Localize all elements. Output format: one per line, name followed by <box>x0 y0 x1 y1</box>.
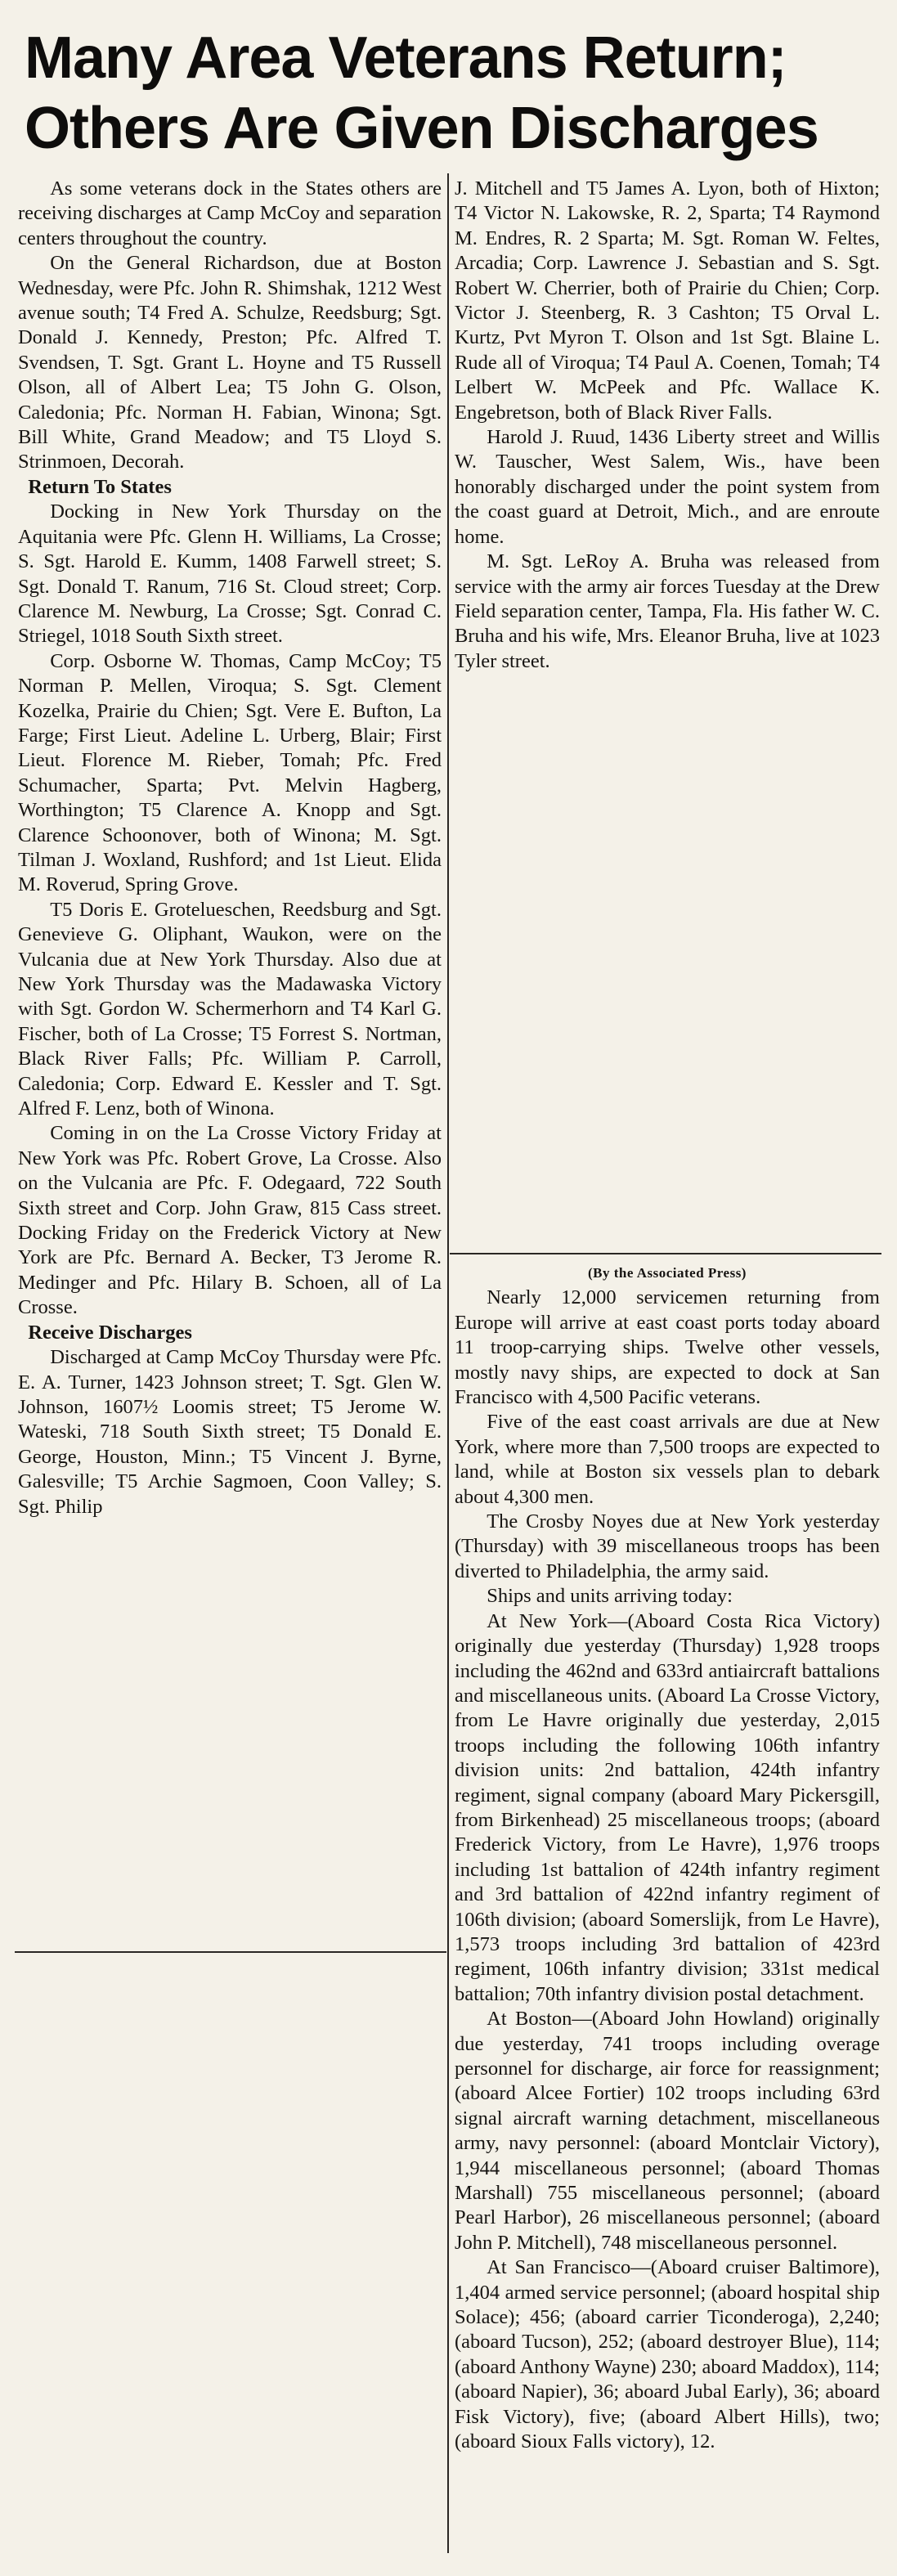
paragraph: Discharged at Camp McCoy Thursday were Pfc. E. A. Turner, 1423 Johnson street; T. Sgt. Glen W. Johnson, 1607½ Loomis street; T5 Jerome W. Wateski, 718 South Sixth street; T5 Donald E. George, Houston, Minn.; T5 Vincent J. Byrne, Galesville; T5 Archie Sagmoen, Coon Valley; S. Sgt. Philip <box>18 1346 442 1518</box>
paragraph: At New York—(Aboard Costa Rica Victory) originally due yesterday (Thursday) 1,928 troops including the 462nd and 633rd antiaircraft battalions and miscellaneous units. (Aboard La Crosse Victory, from Le Havre originally due yesterday, 2,015 troops including the following 106th infantry division units: 2nd battalion, 424th infantry regiment, signal company (aboard Mary Pickersgill, from Birkenhead) 25 miscellaneous troops; (aboard Frederick Victory, from Le Havre), 1,976 troops including 1st battalion of 424th infantry regiment and 3rd battalion of 422nd infantry regiment of 106th division; (aboard Somerslijk, from Le Havre), 1,573 troops including 3rd battalion of 423rd regiment, 106th infantry division; 331st medical battalion; 70th infantry division postal detachment. <box>455 1609 880 2005</box>
paragraph: Ships and units arriving today: <box>487 1585 733 1608</box>
paragraph: T5 Doris E. Grotelueschen, Reedsburg and Sgt. Genevieve G. Oliphant, Waukon, were on the Vulcania due at New York Thursday. Also due at New York Thursday was the Madawaska Victory with Sgt. Gordon W. Schermerhorn and T4 Karl G. Fischer, both of La Crosse; T5 Forrest S. Nortman, Black River Falls; Pfc. William P. Carroll, Caledonia; Corp. Edward E. Kessler and T. Sgt. Alfred F. Lenz, both of Winona. <box>18 898 442 1120</box>
headline <box>25 23 875 164</box>
paragraph: J. Mitchell and T5 James A. Lyon, both of Hixton; T4 Victor N. Lakowske, R. 2, Sparta; T4 Raymond M. Endres, R. 2 Sparta; M. Sgt. Roman W. Feltes, Arcadia; Corp. Lawrence J. Sebastian and S. Sgt. Robert W. Cherrier, both of Prairie du Chien; Corp. Victor J. Steenberg, R. 3 Cashton; T5 Orval L. Kurtz, Pvt Myron T. Olson and 1st Sgt. Blaine L. Rude all of Viroqua; T4 Paul A. Coenen, Tomah; T4 Lelbert W. McPeek and Pfc. Wallace K. Engebretson, both of Black River Falls. <box>455 177 880 424</box>
paragraph: Corp. Osborne W. Thomas, Camp McCoy; T5 Norman P. Mellen, Viroqua; S. Sgt. Clement Kozelka, Prairie du Chien; Sgt. Vere E. Bufton, La Farge; First Lieut. Adeline L. Urberg, Blair; First Lieut. Florence M. Rieber, Tomah; Pfc. Fred Schumacher, Sparta; Pvt. Melvin Hagberg, Worthington; T5 Clarence A. Knopp and Sgt. Clarence Schoonover, both of Winona; M. Sgt. Tilman J. Woxland, Rushford; and 1st Lieut. Elida M. Roverud, Spring Grove. <box>18 649 442 896</box>
paragraph: Nearly 12,000 servicemen returning from Europe will arrive at east coast ports today aboard 11 troop-carrying ships. Twelve other vessels, mostly navy ships, are expected to dock at San Francisco with 4,500 Pacific veterans. <box>455 1286 880 1409</box>
paragraph: Harold J. Ruud, 1436 Liberty street and Willis W. Tauscher, West Salem, Wis., have been honorably discharged under the point system from the coast guard at Detroit, Mich., and are enroute home. <box>455 426 880 548</box>
story-column-2 <box>455 177 880 674</box>
paragraph: As some veterans dock in the States others are receiving discharges at Camp McCoy and separation centers throughout the country. <box>18 177 442 249</box>
story-separator-rule <box>450 1253 881 1254</box>
story-end-rule <box>15 1951 446 1953</box>
ap-credit-line: (By the Associated Press) <box>588 1265 747 1281</box>
paragraph: Coming in on the La Crosse Victory Friday at New York was Pfc. Robert Grove, La Crosse. Also on the Vulcania are Pfc. F. Odegaard, 722 South Sixth street and Corp. John Graw, 815 Cass street. Docking Friday on the Frederick Victory at New York are Pfc. Bernard A. Becker, T3 Jerome R. Medinger and Pfc. Hilary B. Schoen, all of La Crosse. <box>18 1122 442 1319</box>
subhead: Receive Discharges <box>28 1321 192 1344</box>
paragraph: Docking in New York Thursday on the Aquitania were Pfc. Glenn H. Williams, La Crosse; S. Sgt. Harold E. Kumm, 1408 Farwell street; S. Sgt. Donald T. Ranum, 716 St. Cloud street; Corp. Clarence M. Newburg, La Crosse; Sgt. Conrad C. Striegel, 1018 South Sixth street. <box>18 500 442 648</box>
paragraph: Five of the east coast arrivals are due at New York, where more than 7,500 troops are expected to land, while at Boston six vessels plan to debark about 4,300 men. <box>455 1411 880 1508</box>
paragraph: On the General Richardson, due at Boston Wednesday, were Pfc. John R. Shimshak, 1212 West avenue south; T4 Fred A. Schulze, Reedsburg; Sgt. Donald J. Kennedy, Preston; Pfc. Alfred T. Svendsen, T. Sgt. Grant L. Hoyne and T5 Russell Olson, all of Albert Lea; T5 John G. Olson, Caledonia; Pfc. Norman H. Fabian, Winona; Sgt. Bill White, Grand Meadow; and T5 Lloyd S. Strinmoen, Decorah. <box>18 252 442 473</box>
subhead: Return To States <box>28 475 172 498</box>
headline-line-1: Many Area Veterans Return; <box>25 25 787 91</box>
column-rule <box>447 173 449 2553</box>
paragraph: The Crosby Noyes due at New York yesterday (Thursday) with 39 miscellaneous troops has been diverted to Philadelphia, the army said. <box>455 1510 880 1582</box>
ap-story-column <box>455 1261 880 2455</box>
paragraph: At Boston—(Aboard John Howland) originally due yesterday, 741 troops including overage personnel for discharge, air force for reassignment; (aboard Alcee Fortier) 102 troops including 63rd signal aircraft warning detachment, miscellaneous army, navy personnel: (aboard Montclair Victory), 1,944 miscellaneous personnel; (aboard Thomas Marshall) 755 miscellaneous personnel; (aboard Pearl Harbor), 26 miscellaneous personnel; (aboard John P. Mitchell), 748 miscellaneous personnel. <box>455 2008 880 2254</box>
headline-line-2: Others Are Given Discharges <box>25 96 819 161</box>
paragraph: At San Francisco—(Aboard cruiser Baltimore), 1,404 armed service personnel; (aboard hospital ship Solace); 456; (aboard carrier Ticonderoga), 2,240; (aboard Tucson), 252; (aboard destroyer Blue), 114; (aboard Anthony Wayne) 230; aboard Maddox), 114; (aboard Napier), 36; aboard Jubal Early), 36; aboard Fisk Victory), five; (aboard Albert Hills), two; (aboard Sioux Falls victory), 12. <box>455 2256 880 2453</box>
paragraph: M. Sgt. LeRoy A. Bruha was released from service with the army air forces Tuesday at the Drew Field separation center, Tampa, Fla. His father W. C. Bruha and his wife, Mrs. Eleanor Bruha, live at 1023 Tyler street. <box>455 550 880 672</box>
story-column-1 <box>18 177 442 1519</box>
